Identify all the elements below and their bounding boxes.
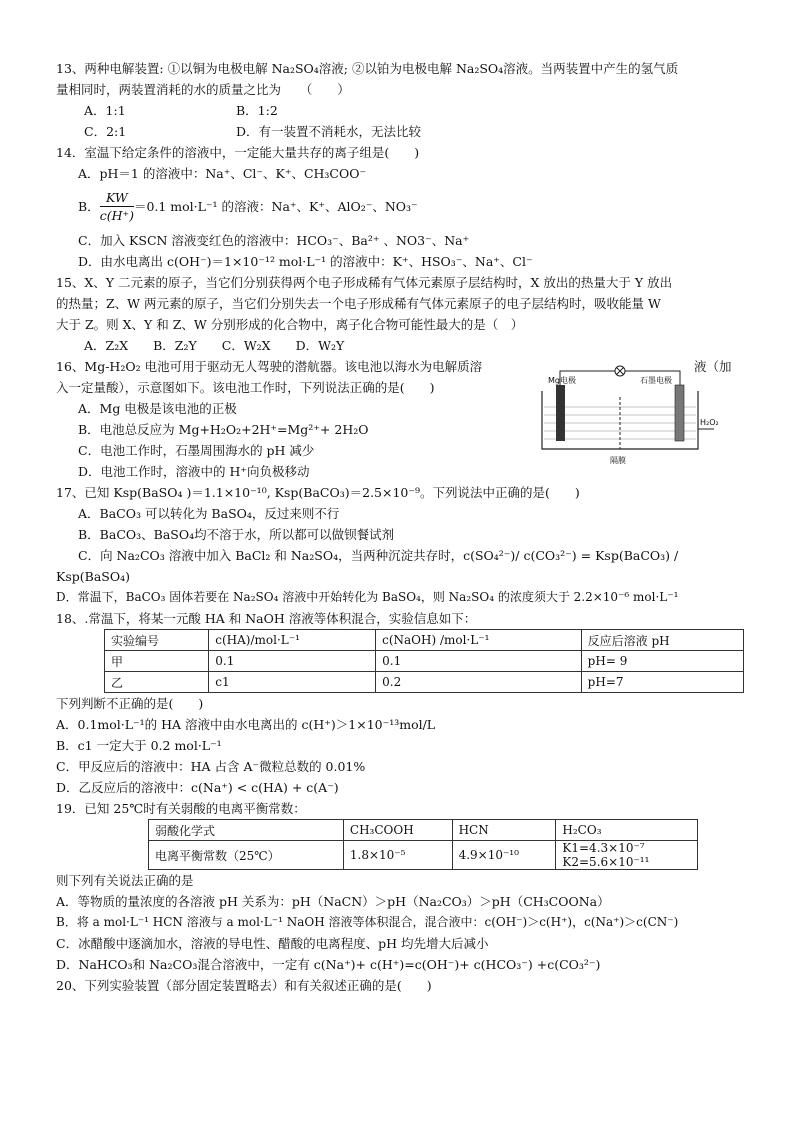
q18-question: 下列判断不正确的是( ): [56, 696, 204, 711]
q18-table: [104, 629, 744, 693]
battery-diagram: [530, 365, 718, 475]
table-cell: CH₃COOH: [343, 820, 452, 841]
table-cell: c1: [209, 672, 376, 693]
q17-option-c: C．向 Na₂CO₃ 溶液中加入 BaCl₂ 和 Na₂SO₄，当两种沉淀共存时，c(SO₄²⁻)/ c(CO₃²⁻) = Ksp(BaCO₃) /: [78, 548, 679, 563]
q18-option-b: B．c1 一定大于 0.2 mol·L⁻¹: [56, 738, 222, 753]
q16-line2: 入一定量酸），示意图如下。该电池工作时，下列说法正确的是( ): [56, 380, 435, 395]
membrane-label: 隔膜: [610, 456, 626, 465]
q15-line2: 的热量；Z、W 两元素的原子，当它们分别失去一个电子形成稀有气体元素原子的电子层结构时，吸收能量 W: [56, 296, 661, 311]
q14-option-a: A．pH＝1 的溶液中：Na⁺、Cl⁻、K⁺、CH₃COO⁻: [78, 166, 367, 181]
q19-table: [148, 819, 698, 870]
q13-option-a: A．1:1: [84, 103, 126, 118]
q18-stem: 18、.常温下，将某一元酸 HA 和 NaOH 溶液等体积混合，实验信息如下：: [56, 611, 477, 626]
table-cell: 0.1: [376, 651, 582, 672]
table-cell: 1.8×10⁻⁵: [343, 841, 452, 870]
table-header-row: [105, 630, 744, 651]
table-cell: c(NaOH) /mol·L⁻¹: [376, 630, 582, 651]
q16-option-b: B．电池总反应为 Mg+H₂O₂+2H⁺=Mg²⁺+ 2H₂O: [78, 422, 369, 437]
table-header-row: [149, 820, 698, 841]
table-cell: 甲: [105, 651, 209, 672]
q13-line1: 13、两种电解装置: ①以铜为电极电解 Na₂SO₄溶液; ②以铂为电极电解 Na₂SO₄溶液。当两装置中产生的氢气质: [56, 61, 679, 76]
q16-option-c: C．电池工作时，石墨周围海水的 pH 减少: [78, 443, 315, 458]
q19-option-c: C．冰醋酸中逐滴加水，溶液的导电性、醋酸的电离程度、pH 均先增大后减小: [56, 936, 489, 951]
table-cell: c(HA)/mol·L⁻¹: [209, 630, 376, 651]
kw-fraction: $\frac{KW}{c(H^+)}$: [99, 190, 134, 223]
q19-option-a: A．等物质的量浓度的各溶液 pH 关系为：pH（NaCN）＞pH（Na₂CO₃）＞pH（CH₃COONa）: [56, 894, 610, 909]
battery-svg: [530, 365, 718, 475]
mg-electrode: [556, 385, 565, 441]
graphite-electrode: [675, 385, 684, 441]
graphite-electrode-label: 石墨电极: [640, 376, 672, 385]
h2o2-label: H₂O₂: [700, 418, 718, 427]
table-cell: 乙: [105, 672, 209, 693]
q18-option-c: C．甲反应后的溶液中：HA 占含 A⁻微粒总数的 0.01%: [56, 759, 366, 774]
table-cell: 电离平衡常数（25℃）: [149, 841, 344, 870]
q17-option-b: B．BaCO₃、BaSO₄均不溶于水，所以都可以做钡餐试剂: [78, 527, 395, 542]
q13-options-cd: [56, 121, 746, 142]
q19-option-d: D．NaHCO₃和 Na₂CO₃混合溶液中，一定有 c(Na⁺)+ c(H⁺)=c(OH⁻)+ c(HCO₃⁻) +c(CO₃²⁻): [56, 957, 601, 972]
q18-option-d: D．乙反应后的溶液中：c(Na⁺) < c(HA) + c(A⁻): [56, 780, 339, 795]
table-cell: 反应后溶液 pH: [581, 630, 743, 651]
exam-page: [56, 58, 746, 996]
q13-options-ab: [56, 100, 746, 121]
table-row: [149, 841, 698, 870]
q17-option-d: D．常温下，BaCO₃ 固体若要在 Na₂SO₄ 溶液中开始转化为 BaSO₄，则 Na₂SO₄ 的浓度须大于 2.2×10⁻⁶ mol·L⁻¹: [56, 590, 679, 604]
table-cell: H₂CO₃: [556, 820, 698, 841]
q19-question: 则下列有关说法正确的是: [56, 873, 194, 888]
q17-option-a: A．BaCO₃ 可以转化为 BaSO₄，反过来则不行: [78, 506, 340, 521]
table-cell: 4.9×10⁻¹⁰: [452, 841, 556, 870]
q13-option-b: B．1:2: [236, 103, 278, 118]
q19-option-b: B．将 a mol·L⁻¹ HCN 溶液与 a mol·L⁻¹ NaOH 溶液等体积混合，混合液中：c(OH⁻)＞c(H⁺)，c(Na⁺)＞c(CN⁻): [56, 915, 679, 929]
q18-option-a: A．0.1mol·L⁻¹的 HA 溶液中由水电离出的 c(H⁺)＞1×10⁻¹³mol/L: [56, 717, 436, 732]
table-row: [105, 672, 744, 693]
q14-option-d: D．由水电离出 c(OH⁻)＝1×10⁻¹² mol·L⁻¹ 的溶液中：K⁺、HSO₃⁻、Na⁺、Cl⁻: [78, 254, 533, 269]
q17-stem: 17、已知 Ksp(BaSO₄ )＝1.1×10⁻¹⁰, Ksp(BaCO₃)＝2.5×10⁻⁹。下列说法中正确的是( ): [56, 485, 580, 500]
table-cell: 0.1: [209, 651, 376, 672]
table-row: [105, 651, 744, 672]
table-cell: pH=7: [581, 672, 743, 693]
q19-stem: 19．已知 25℃时有关弱酸的电离平衡常数：: [56, 801, 306, 816]
table-cell: 弱酸化学式: [149, 820, 344, 841]
q14-option-b: B． $\frac{KW}{c(H^+)}$ ＝0.1 mol·L⁻¹ 的溶液：Na⁺、K⁺、AlO₂⁻、NO₃⁻: [78, 190, 418, 223]
table-cell: 实验编号: [105, 630, 209, 651]
table-cell: pH= 9: [581, 651, 743, 672]
q15-options: A．Z₂X B．Z₂Y C．W₂X D．W₂Y: [84, 338, 345, 353]
q14-option-c: C．加入 KSCN 溶液变红色的溶液中：HCO₃⁻、Ba²⁺ 、NO3⁻、Na⁺: [78, 233, 470, 248]
q16-option-a: A．Mg 电极是该电池的正极: [78, 401, 237, 416]
table-cell: 0.2: [376, 672, 582, 693]
table-cell: K1=4.3×10⁻⁷ K2=5.6×10⁻¹¹: [556, 841, 698, 870]
q15-line1: 15、X、Y 二元素的原子，当它们分别获得两个电子形成稀有气体元素原子层结构时，X 放出的热量大于 Y 放出: [56, 275, 673, 290]
q13-option-c: C．2:1: [84, 124, 127, 139]
q16-option-d: D．电池工作时，溶液中的 H⁺向负极移动: [78, 464, 310, 479]
q14-stem: 14．室温下给定条件的溶液中，一定能大量共存的离子组是( ): [56, 145, 420, 160]
q17-option-c-cont: Ksp(BaSO₄): [56, 569, 130, 584]
mg-electrode-label: Mg电极: [548, 376, 576, 385]
q13-line2: 量相同时，两装置消耗的水的质量之比为 （ ）: [56, 82, 350, 97]
table-cell: HCN: [452, 820, 556, 841]
q13-option-d: D．有一装置不消耗水，无法比较: [236, 124, 422, 139]
q16-line1: 16、Mg-H₂O₂ 电池可用于驱动无人驾驶的潜航器。该电池以海水为电解质溶 液（加: [56, 359, 732, 374]
q20-stem: 20、下列实验装置（部分固定装置略去）和有关叙述正确的是( ): [56, 978, 432, 993]
q15-line3: 大于 Z。则 X、Y 和 Z、W 分别形成的化合物中，离子化合物可能性最大的是（ ）: [56, 317, 524, 332]
